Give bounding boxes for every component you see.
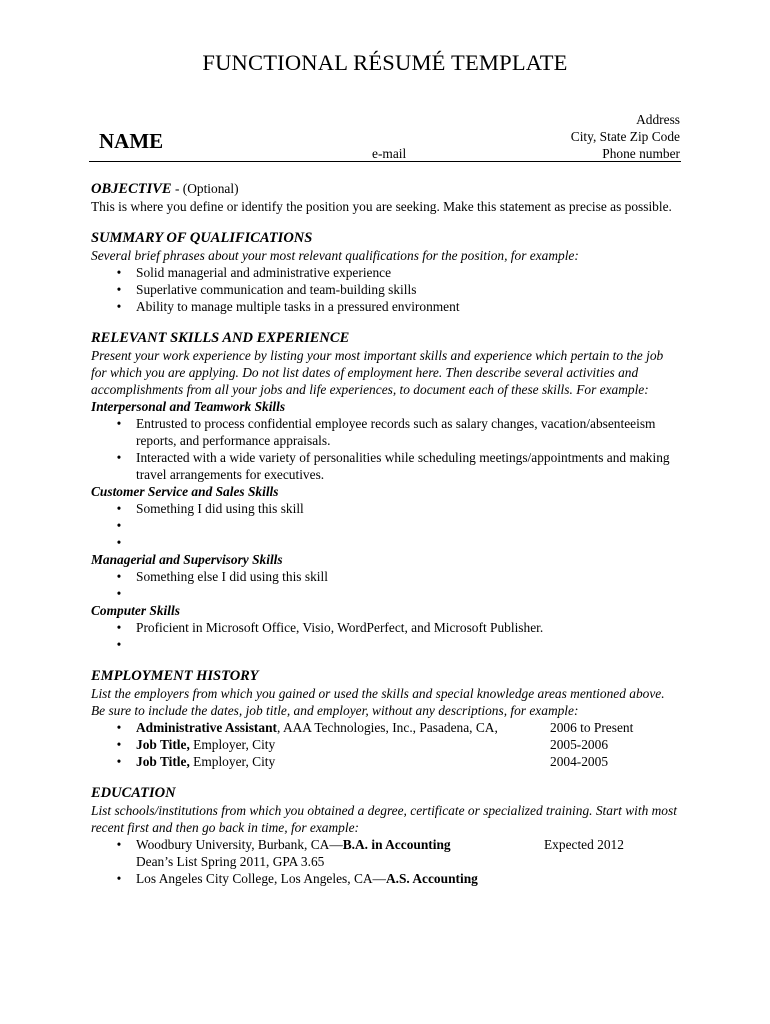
bullet-icon: • bbox=[116, 265, 122, 280]
summary-heading: SUMMARY OF QUALIFICATIONS bbox=[91, 230, 313, 246]
contact-block bbox=[571, 111, 680, 162]
bullet-icon: • bbox=[116, 620, 122, 635]
employment-section bbox=[91, 667, 681, 770]
degree: A.S. Accounting bbox=[385, 871, 478, 886]
bullet-icon: • bbox=[116, 282, 122, 297]
bullet-icon: • bbox=[116, 837, 122, 852]
job-title: Job Title, bbox=[136, 754, 190, 769]
school-entry bbox=[116, 836, 681, 870]
summary-intro: Several brief phrases about your most relevant qualifications for the position, for example: bbox=[91, 248, 579, 263]
skill-group-title: Computer Skills bbox=[91, 603, 180, 618]
school-entry bbox=[116, 870, 681, 887]
bullet-icon: • bbox=[116, 754, 122, 769]
list-item: • Solid managerial and administrative experience bbox=[136, 264, 681, 281]
bullet-icon: • bbox=[116, 569, 122, 584]
education-list bbox=[91, 836, 681, 887]
bullet-icon: • bbox=[116, 518, 122, 533]
objective-text: This is where you define or identify the position you are seeking. Make this statement as precise as possible. bbox=[91, 199, 672, 214]
applicant-name: NAME bbox=[99, 129, 164, 153]
list-item bbox=[116, 585, 681, 602]
objective-heading: OBJECTIVE - (Optional) bbox=[91, 181, 239, 197]
bullet-icon: • bbox=[116, 501, 122, 516]
bullet-icon: • bbox=[116, 416, 122, 431]
email-field: e-mail bbox=[372, 146, 407, 161]
skills-intro: Present your work experience by listing your most important skills and experience which pertain to the job for which you are applying. Do not list dates of employment here. Then describe several activities and accomplishments from all your jobs and life experiences, to document each of these skills. For example: bbox=[91, 348, 664, 397]
bullet-icon: • bbox=[116, 720, 122, 735]
objective-section bbox=[91, 180, 681, 215]
education-section bbox=[91, 784, 681, 887]
job-dates: 2006 to Present bbox=[550, 720, 634, 735]
job-dates: 2004-2005 bbox=[550, 754, 609, 769]
skill-group-title: Customer Service and Sales Skills bbox=[91, 484, 279, 499]
bullet-icon: • bbox=[116, 535, 122, 550]
list-item: • Something else I did using this skill bbox=[136, 568, 681, 585]
list-item: • Something I did using this skill bbox=[136, 500, 681, 517]
school-name: Woodbury University, Burbank, CA— bbox=[136, 837, 343, 852]
education-intro: List schools/institutions from which you obtained a degree, certificate or specialized training. Start with most recent first and then go back in time, for example: bbox=[91, 803, 677, 835]
list-item bbox=[116, 534, 681, 551]
skill-group-list bbox=[91, 415, 681, 483]
job-employer: Employer, City bbox=[189, 737, 276, 752]
list-item bbox=[116, 636, 681, 653]
job-employer: , AAA Technologies, Inc., Pasadena, CA, bbox=[276, 720, 498, 735]
skills-heading: RELEVANT SKILLS AND EXPERIENCE bbox=[91, 330, 350, 346]
bullet-icon: • bbox=[116, 299, 122, 314]
school-note: Dean’s List Spring 2011, GPA 3.65 bbox=[136, 854, 325, 869]
school-name: Los Angeles City College, Los Angeles, CA— bbox=[136, 871, 386, 886]
city-state-zip-line: City, State Zip Code bbox=[570, 129, 680, 144]
bullet-icon: • bbox=[116, 871, 122, 886]
resume-body bbox=[91, 180, 681, 901]
job-entry bbox=[116, 753, 681, 770]
job-entry bbox=[116, 719, 681, 736]
summary-list bbox=[91, 264, 681, 315]
degree: B.A. in Accounting bbox=[342, 837, 451, 852]
optional-label: - (Optional) bbox=[171, 181, 239, 196]
job-entry bbox=[116, 736, 681, 753]
education-heading: EDUCATION bbox=[91, 785, 176, 801]
employment-intro: List the employers from which you gained or used the skills and special knowledge areas mentioned above. Be sure to include the dates, job title, and employer, without any descriptions, for example: bbox=[91, 686, 665, 718]
list-item: • Interacted with a wide variety of personalities while scheduling meetings/appointments and making travel arrangements for executives. bbox=[136, 449, 681, 483]
list-item bbox=[116, 517, 681, 534]
skill-group-list bbox=[91, 500, 681, 551]
list-item: • Entrusted to process confidential employee records such as salary changes, vacation/absenteeism reports, and performance appraisals. bbox=[136, 415, 681, 449]
header-divider bbox=[89, 161, 681, 162]
skill-group-list bbox=[91, 619, 681, 653]
phone-line: Phone number bbox=[602, 146, 680, 161]
bullet-icon: • bbox=[116, 586, 122, 601]
bullet-icon: • bbox=[116, 737, 122, 752]
list-item: • Ability to manage multiple tasks in a pressured environment bbox=[136, 298, 681, 315]
page-title: FUNCTIONAL RÉSUMÉ TEMPLATE bbox=[202, 50, 568, 75]
skill-group-title: Interpersonal and Teamwork Skills bbox=[91, 399, 286, 414]
school-date: Expected 2012 bbox=[544, 837, 624, 852]
job-dates: 2005-2006 bbox=[550, 737, 609, 752]
bullet-icon: • bbox=[116, 637, 122, 652]
job-title: Administrative Assistant bbox=[136, 720, 277, 735]
job-employer: Employer, City bbox=[189, 754, 276, 769]
skill-group-title: Managerial and Supervisory Skills bbox=[91, 552, 283, 567]
summary-section bbox=[91, 229, 681, 315]
bullet-icon: • bbox=[116, 450, 122, 465]
employment-list bbox=[91, 719, 681, 770]
skills-section bbox=[91, 329, 681, 653]
skill-group-list bbox=[91, 568, 681, 602]
list-item: • Superlative communication and team-building skills bbox=[136, 281, 681, 298]
address-line: Address bbox=[636, 112, 680, 127]
employment-heading: EMPLOYMENT HISTORY bbox=[91, 668, 259, 684]
job-title: Job Title, bbox=[136, 737, 190, 752]
list-item: • Proficient in Microsoft Office, Visio, WordPerfect, and Microsoft Publisher. bbox=[136, 619, 681, 636]
